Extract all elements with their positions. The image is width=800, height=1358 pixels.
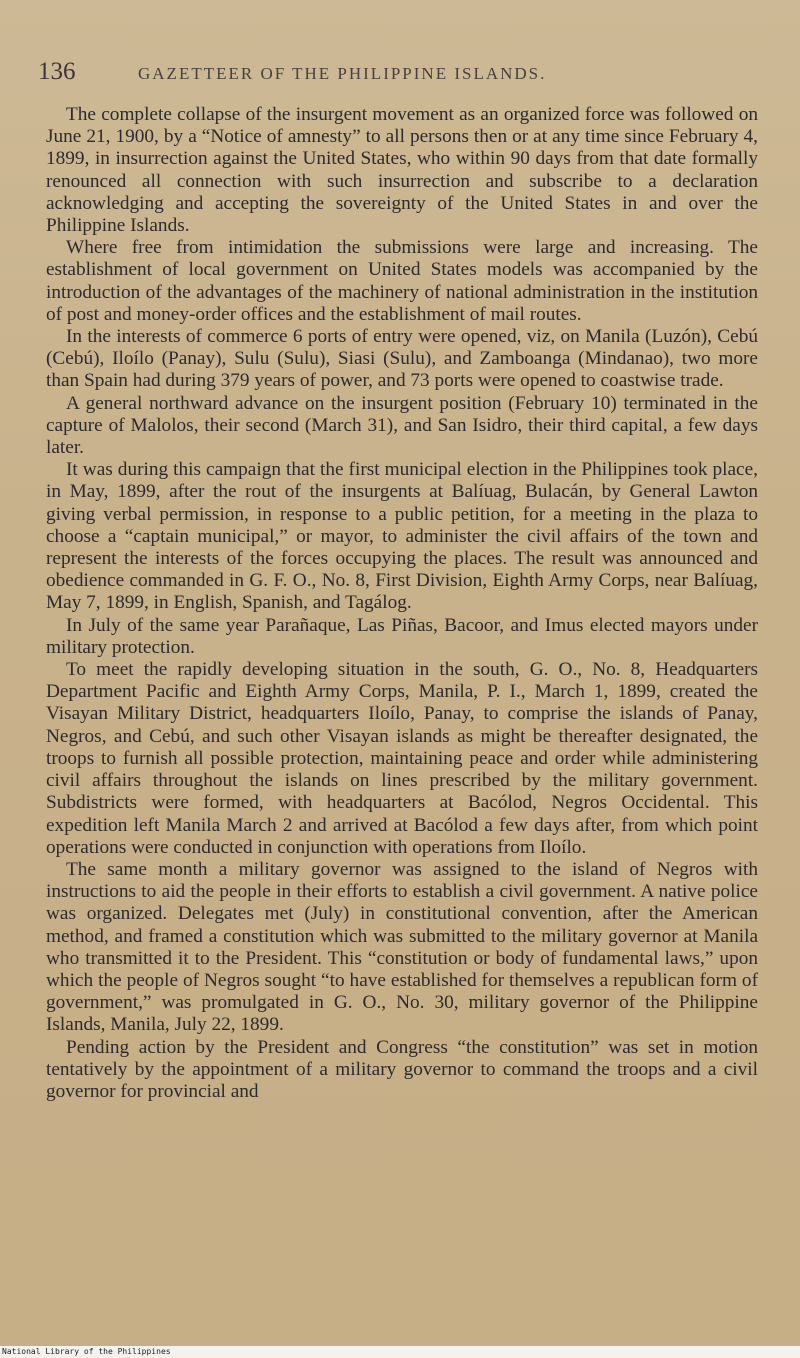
paragraph-local-government: Where free from intimidation the submissions were large and increasing. The establishment of local government on United States models was accompanied by the introduction of the advantages of the machinery of national administration in the institution of post and money-order offices and the establishment of mail routes. [46,237,758,325]
paragraph-visayan-district: To meet the rapidly developing situation in the south, G. O., No. 8, Headquarters Department Pacific and Eighth Army Corps, Manila, P. I., March 1, 1899, created the Visayan Military District, headquarters Iloílo, Panay, to comprise the islands of Panay, Negros, and Cebú, and such other Visayan islands as might be thereafter designated, the troops to furnish all possible protection, maintaining peace and order while administering civil affairs throughout the islands on lines prescribed by the military government. Subdistricts were formed, with headquarters at Bacólod, Negros Occidental. This expedition left Manila March 2 and arrived at Bacólod a few days after, from which point operations were conducted in conjunction with operations from Iloílo. [46,659,758,858]
paragraph-northward-advance: A general northward advance on the insurgent position (February 10) terminated in the capture of Malolos, their second (March 31), and San Isidro, their third capital, a few days later. [46,392,758,459]
paragraph-july-mayors: In July of the same year Parañaque, Las Piñas, Bacoor, and Imus elected mayors under military protection. [46,614,758,658]
page-number: 136 [38,58,76,85]
paragraph-first-election: It was during this campaign that the first municipal election in the Philippines took place, in May, 1899, after the rout of the insurgents at Balíuag, Bulacán, by General Lawton giving verbal permission, in response to a public petition, for a meeting in the plaza to choose a “captain municipal,” or mayor, to administer the civil affairs of the town and represent the interests of the forces occupying the places. The result was announced and obedience commanded in G. F. O., No. 8, First Division, Eighth Army Corps, near Balíuag, May 7, 1899, in English, Spanish, and Tagálog. [46,459,758,614]
paragraph-amnesty: The complete collapse of the insurgent movement as an organized force was followed on June 21, 1900, by a “Notice of amnesty” to all persons then or at any time since February 4, 1899, in insurrection against the United States, who within 90 days from that date formally renounced all connection with such insurrection and subscribe to a declaration acknowledging and accepting the sovereignty of the United States in and over the Philippine Islands. [46,104,758,237]
body-text [46,104,758,1103]
library-attribution: National Library of the Philippines [0,1346,800,1358]
running-head: GAZETTEER OF THE PHILIPPINE ISLANDS. [138,64,547,83]
paragraph-negros-constitution: The same month a military governor was assigned to the island of Negros with instructions to aid the people in their efforts to establish a civil government. A native police was organized. Delegates met (July) in constitutional convention, after the American method, and framed a constitution which was submitted to the military governor at Manila who transmitted it to the President. This “constitution or body of fundamental laws,” upon which the people of Negros sought “to have established for themselves a republican form of government,” was promulgated in G. O., No. 30, military governor of the Philippine Islands, Manila, July 22, 1899. [46,858,758,1036]
page-header [38,58,758,92]
paragraph-ports: In the interests of commerce 6 ports of entry were opened, viz, on Manila (Luzón), Cebú (Cebú), Iloílo (Panay), Sulu (Sulu), Siasi (Sulu), and Zamboanga (Mindanao), two more than Spain had during 379 years of power, and 73 ports were opened to coastwise trade. [46,326,758,392]
paragraph-pending-action: Pending action by the President and Congress “the constitution” was set in motion tentatively by the appointment of a military governor to command the troops and a civil governor for provincial and [46,1036,758,1102]
